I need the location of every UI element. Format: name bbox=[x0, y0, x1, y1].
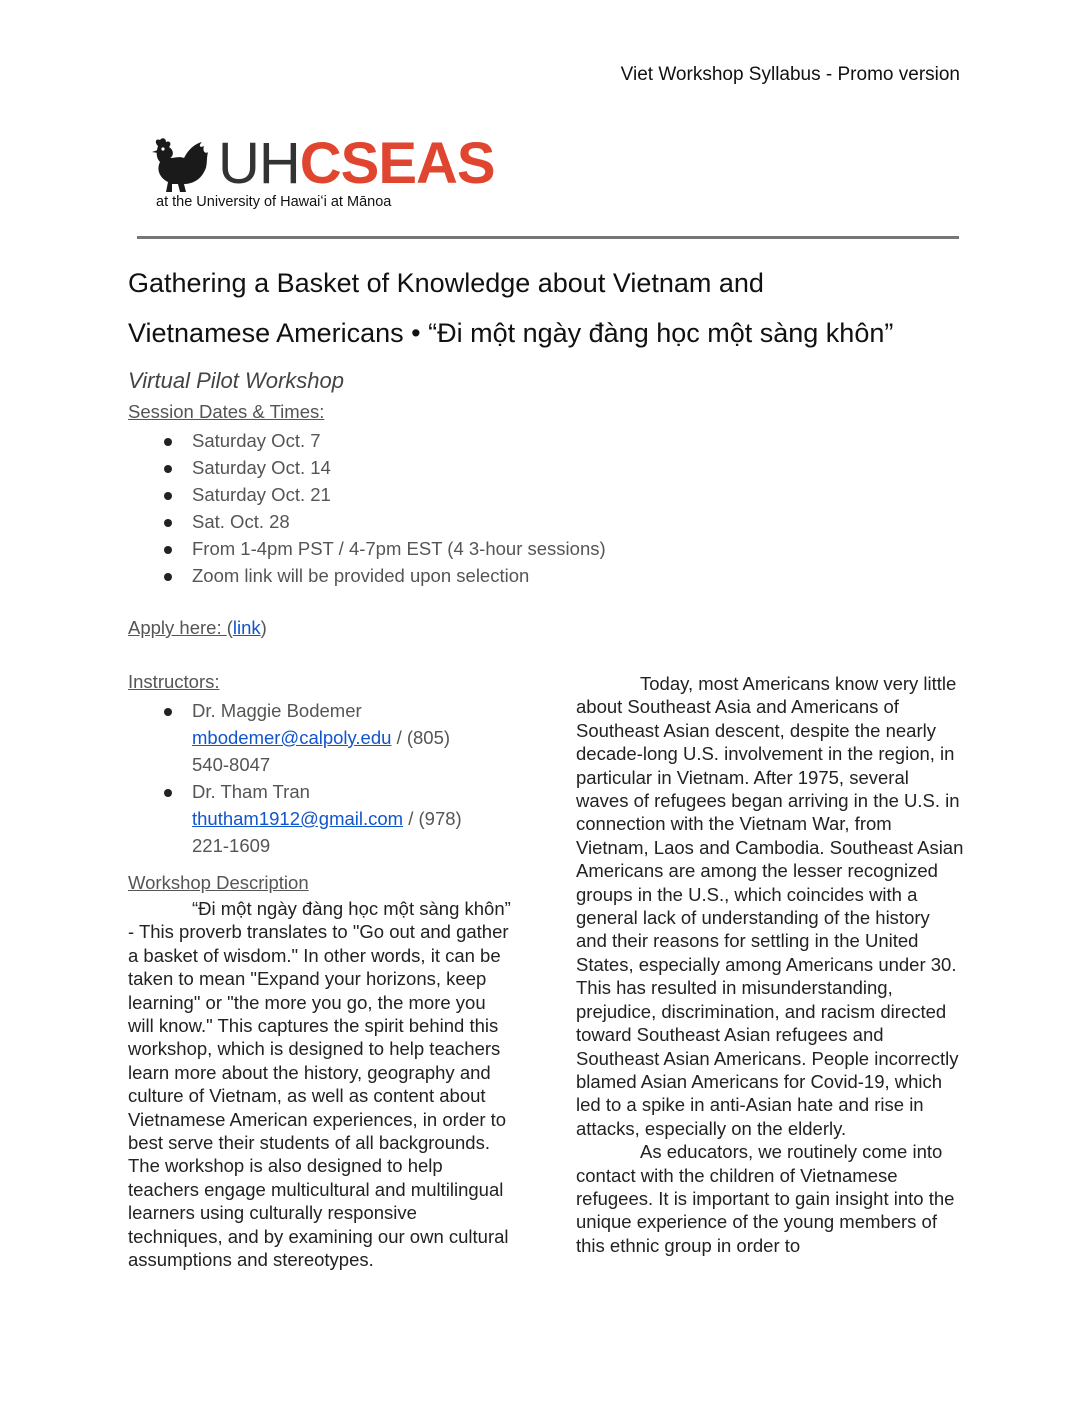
title-line-1: Gathering a Basket of Knowledge about Vietnam and bbox=[128, 268, 764, 298]
instructor-name: Dr. Tham Tran bbox=[192, 781, 310, 802]
apply-link[interactable]: link bbox=[232, 617, 261, 638]
description-paragraph: Today, most Americans know very little about Southeast Asia and Americans of Southeast Asian descent, despite the nearly decade-long U.S. involvement in the region, in particular in Vietnam. After 1975, several waves of refugees began arriving in the U.S. in connection with the Vietnam War, from Vietnam, Laos and Cambodia. Southeast Asian Americans are among the lesser recognized groups in the U.S., which coincides with a general lack of understanding of the history and their reasons for settling in the United States, especially among Americans under 30. This has resulted in misunderstanding, prejudice, discrimination, and racism directed toward Southeast Asian refugees and Southeast Asian Americans. People incorrectly blamed Asian Americans for Covid-19, which led to a spike in anti-Asian hate and rise in attacks, especially on the elderly. bbox=[576, 673, 964, 1139]
instructor-email-link[interactable]: thutham1912@gmail.com bbox=[192, 808, 404, 829]
apply-open-paren: ( bbox=[226, 617, 233, 638]
instructor-item bbox=[128, 778, 518, 859]
header-note: Viet Workshop Syllabus - Promo version bbox=[620, 64, 960, 85]
list-item: Zoom link will be provided upon selection bbox=[128, 562, 606, 589]
header-divider bbox=[137, 236, 959, 239]
instructor-name: Dr. Maggie Bodemer bbox=[192, 700, 362, 721]
description-label: Workshop Description bbox=[128, 872, 309, 893]
sessions-label: Session Dates & Times: bbox=[128, 401, 325, 422]
description-paragraph: “Đi một ngày đàng học một sàng khôn” - This proverb translates to "Go out and gather a basket of wisdom." In other words, it can be taken to mean "Expand your horizons, keep learning" or "the more you go, the more you will know." This captures the spirit behind this workshop, which is designed to help teachers learn more about the history, geography and culture of Vietnam, as well as content about Vietnamese American experiences, in order to best serve their students of all backgrounds. The workshop is also designed to help teachers engage multicultural and multilingual learners using culturally responsive techniques, and by examining our own cultural assumptions and stereotypes. bbox=[128, 898, 511, 1271]
page-subtitle: Virtual Pilot Workshop bbox=[128, 368, 345, 393]
list-item: From 1-4pm PST / 4-7pm EST (4 3-hour sessions) bbox=[128, 535, 606, 562]
sessions-list bbox=[128, 427, 606, 589]
instructor-email-link[interactable]: mbodemer@calpoly.edu bbox=[192, 727, 392, 748]
instructor-phone-prefix: / (978) bbox=[403, 808, 462, 829]
apply-label: Apply here: bbox=[128, 617, 227, 638]
instructors-label: Instructors: bbox=[128, 671, 220, 692]
instructor-phone-prefix: / (805) bbox=[391, 727, 451, 748]
apply-line bbox=[128, 617, 267, 639]
logo-uh: UH bbox=[218, 131, 300, 196]
logo-cseas: CSEAS bbox=[299, 131, 495, 196]
list-item: Sat. Oct. 28 bbox=[128, 508, 606, 535]
rooster-icon bbox=[150, 136, 212, 194]
instructor-phone: 221-1609 bbox=[192, 835, 271, 856]
description-paragraph: As educators, we routinely come into contact with the children of Vietnamese refugees. It is important to gain insight into the unique experience of the young members of this ethnic group in order to bbox=[576, 1141, 955, 1256]
instructor-phone: 540-8047 bbox=[192, 754, 271, 775]
apply-close-paren: ) bbox=[260, 617, 267, 638]
logo-wordmark bbox=[218, 131, 495, 196]
page-title bbox=[128, 258, 1008, 358]
logo bbox=[150, 131, 495, 216]
instructor-item bbox=[128, 697, 518, 778]
list-item: Saturday Oct. 14 bbox=[128, 454, 606, 481]
list-item: Saturday Oct. 7 bbox=[128, 427, 606, 454]
description-left-column bbox=[128, 897, 512, 1272]
list-item: Saturday Oct. 21 bbox=[128, 481, 606, 508]
title-line-2: Vietnamese Americans • “Đi một ngày đàng học một sàng khôn” bbox=[128, 318, 894, 348]
logo-subtitle: at the University of Hawaiʻi at Mānoa bbox=[156, 194, 392, 210]
instructors-list bbox=[128, 697, 518, 859]
description-right-column bbox=[576, 672, 964, 1257]
